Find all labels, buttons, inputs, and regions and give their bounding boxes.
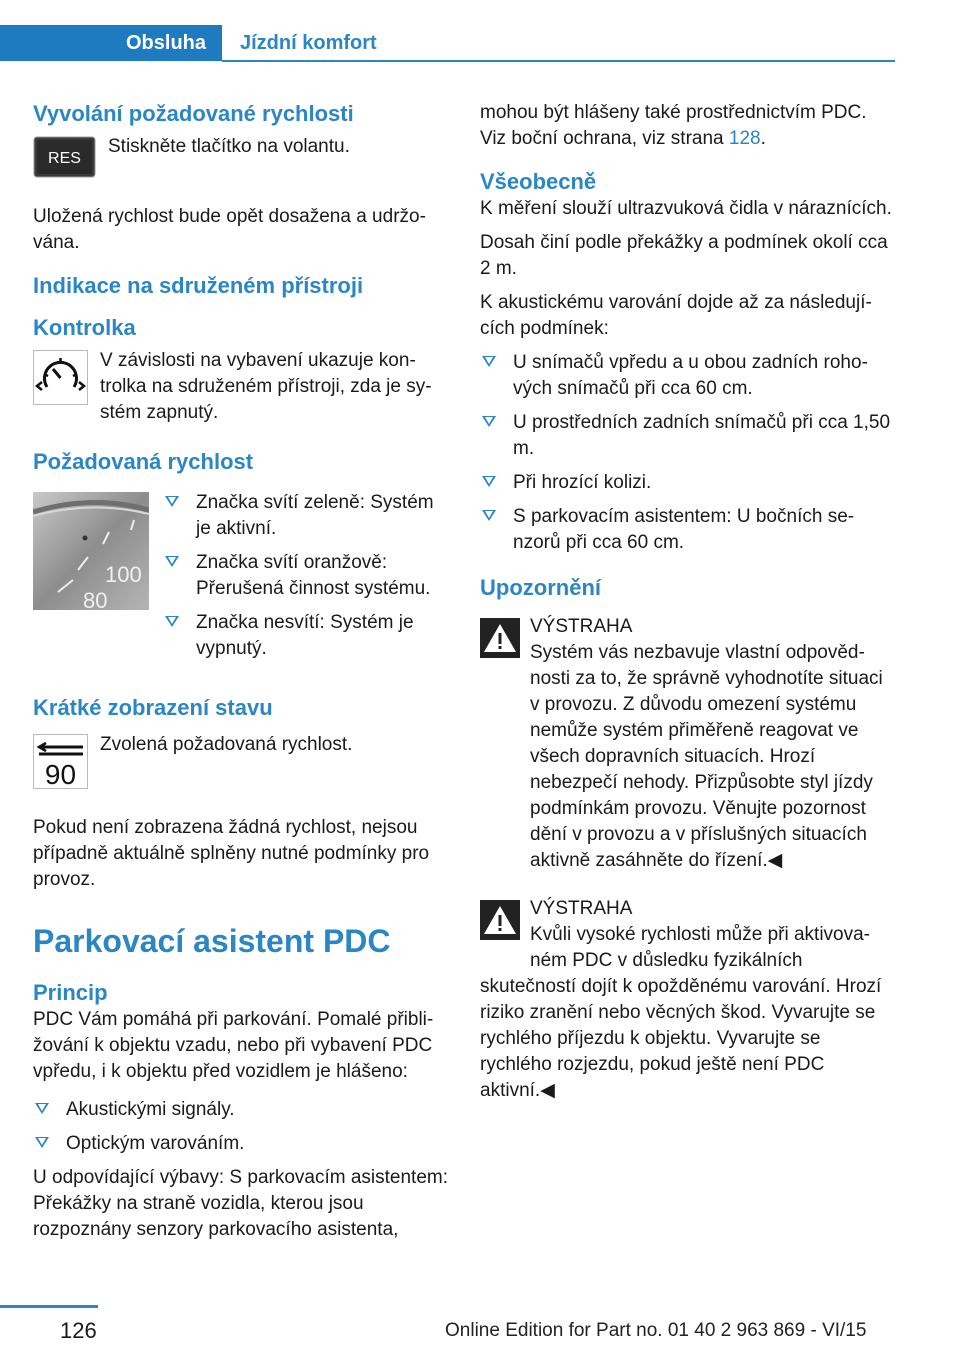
gauge-label-80: 80 — [83, 588, 108, 610]
speed-90-icon — [33, 734, 88, 797]
desired-list — [163, 490, 449, 670]
gauge-label-100: 100 — [105, 562, 142, 587]
recall-text: Stiskněte tlačítko na volantu. — [108, 136, 350, 157]
bullet-triangle-icon — [165, 616, 179, 627]
heading-indication: Indikace na sdruženém přístroji — [33, 273, 364, 298]
list-item: U prostředních zadních snímačů při cca 1,50 m. — [480, 410, 895, 462]
page-number: 126 — [60, 1318, 97, 1343]
warning-title-1: VÝSTRAHA — [530, 616, 633, 637]
page-link-128[interactable]: 128 — [728, 128, 761, 149]
bullet-triangle-icon — [482, 356, 496, 367]
list-item: Optickým varováním. — [33, 1131, 449, 1157]
edition-text: Online Edition for Part no. 01 40 2 963 869 - VI/15 — [445, 1320, 867, 1341]
bullet-triangle-icon — [165, 556, 179, 567]
heading-desired: Požadovaná rychlost — [33, 449, 254, 474]
res-label: RES — [48, 150, 81, 167]
bullet-triangle-icon — [35, 1103, 49, 1114]
warning-text-1: Systém vás nezbavuje vlastní odpovědnosti za to, že správně vyhodnotíte situaci v provozu. Z důvodu omezení systému nemůže systém přiměřeně reagovat ve všech dopravních situacích. Hrozí nebezpečí nehody. Přizpůsobte styl jízdy podmínkám provozu. Věnujte pozornost dění v provozu a v příslušných situacích aktivně zasáhněte do řízení.◀ — [530, 642, 883, 871]
warning-block-2 — [480, 896, 895, 1104]
right-column — [480, 100, 895, 1104]
res-button-icon — [33, 136, 96, 186]
continuation-text: mohou být hlášeny také prostřednictvím PDC. Viz boční ochrana, viz strana 128. — [480, 102, 867, 149]
bullet-triangle-icon — [482, 476, 496, 487]
general-text: K měření slouží ultrazvuková čidla v náraznících. — [480, 198, 892, 219]
warning-text-2: Kvůli vysoké rychlosti může při aktivovaném PDC v důsledku fyzikálních skutečností dojít k opožděnému varování. Hrozí riziko zranění nebo věcných škod. Vyvarujte se rychlého příjezdu k objektu. Vyvarujte se rychlého rozjezdu, pokud ještě není PDC aktivní.◀ — [480, 924, 882, 1101]
heading-general: Všeobecně — [480, 169, 597, 194]
warning-title-2: VÝSTRAHA — [530, 898, 633, 919]
equipment-text: U odpovídající výbavy: S parkovacím asistentem: Překážky na straně vozidla, kterou jsou rozpoznány senzory parkovacího asistenta, — [33, 1167, 449, 1240]
tab-obsluha[interactable]: Obsluha — [0, 25, 222, 61]
bullet-triangle-icon — [35, 1137, 49, 1148]
warning-triangle-icon — [480, 900, 520, 948]
icon-90-text: 90 — [44, 759, 77, 789]
principle-text: PDC Vám pomáhá při parkování. Pomalé přibližování k objektu vzadu, nebo při vybavení PDC vpředu, i k objektu před vozidlem je hlášeno: — [33, 1009, 434, 1082]
list-item: Akustickými signály. — [33, 1097, 449, 1123]
desired-row — [33, 490, 449, 670]
tab-jizdni-komfort[interactable]: Jízdní komfort — [240, 31, 377, 54]
footer-rule — [0, 1305, 98, 1308]
warning-triangle-icon — [480, 618, 520, 666]
left-column — [33, 100, 449, 1251]
speedometer-image — [33, 492, 149, 618]
recall-row — [33, 134, 449, 186]
cruise-control-icon — [33, 350, 88, 413]
list-item: S parkovacím asistentem: U bočních senzorů při cca 60 cm. — [480, 504, 895, 556]
list-item: Při hrozící kolizi. — [480, 470, 895, 496]
warning-block-1 — [480, 614, 895, 874]
no-speed-text: Pokud není zobrazena žádná rychlost, nejsou případně aktuálně splněny nutné podmínky pro provoz. — [33, 817, 430, 890]
heading-indicator: Kontrolka — [33, 315, 136, 340]
list-item: Značka svítí zeleně: Systém je aktivní. — [163, 490, 449, 542]
indicator-row — [33, 348, 449, 426]
principle-list — [33, 1097, 449, 1157]
heading-pdc: Parkovací asistent PDC — [33, 923, 391, 959]
short-row — [33, 732, 449, 797]
range-text: Dosah činí podle překážky a podmínek okolí cca 2 m. — [480, 232, 888, 279]
heading-short: Krátké zobrazení stavu — [33, 695, 273, 720]
list-item: Značka svítí oranžově: Přerušená činnost systému. — [163, 550, 449, 602]
heading-recall: Vyvolání požadované rychlosti — [33, 101, 354, 126]
list-item: Značka nesvítí: Systém je vypnutý. — [163, 610, 449, 662]
bullet-triangle-icon — [482, 510, 496, 521]
bullet-triangle-icon — [482, 416, 496, 427]
header-rule — [222, 60, 895, 62]
header-tabs — [0, 25, 895, 61]
list-item: U snímačů vpředu a u obou zadních rohových snímačů při cca 60 cm. — [480, 350, 895, 402]
heading-principle: Princip — [33, 980, 108, 1005]
heading-notes: Upozornění — [480, 575, 601, 600]
short-text: Zvolená požadovaná rychlost. — [100, 734, 353, 755]
bullet-triangle-icon — [165, 496, 179, 507]
stored-text: Uložená rychlost bude opět dosažena a udržována. — [33, 206, 426, 253]
acoustic-text: K akustickému varování dojde až za následujících podmínek: — [480, 292, 872, 339]
acoustic-list — [480, 350, 895, 556]
indicator-text: V závislosti na vybavení ukazuje kontrolka na sdruženém přístroji, zda je systém zapnutý. — [100, 350, 432, 423]
